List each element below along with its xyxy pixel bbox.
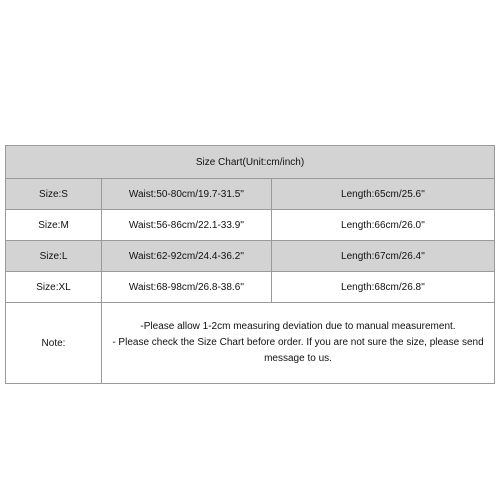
note-row	[6, 303, 495, 384]
waist-cell: Waist:50-80cm/19.7-31.5''	[102, 179, 272, 210]
length-cell: Length:68cm/26.8''	[272, 272, 495, 303]
table-row	[6, 272, 495, 303]
size-cell: Size:S	[6, 179, 102, 210]
note-text	[102, 303, 495, 384]
table-row	[6, 179, 495, 210]
note-line-check-chart: - Please check the Size Chart before order. If you are not sure the size, please send message to us.	[112, 337, 484, 364]
size-chart-title-row	[6, 146, 495, 179]
waist-cell: Waist:62-92cm/24.4-36.2''	[102, 241, 272, 272]
length-cell: Length:67cm/26.4''	[272, 241, 495, 272]
size-chart-title: Size Chart(Unit:cm/inch)	[6, 146, 495, 179]
size-cell: Size:XL	[6, 272, 102, 303]
waist-cell: Waist:68-98cm/26.8-38.6''	[102, 272, 272, 303]
length-cell: Length:65cm/25.6''	[272, 179, 495, 210]
note-line-deviation: -Please allow 1-2cm measuring deviation due to manual measurement.	[140, 321, 456, 332]
table-row	[6, 241, 495, 272]
note-label: Note:	[6, 303, 102, 384]
length-cell: Length:66cm/26.0''	[272, 210, 495, 241]
size-chart-table	[5, 145, 495, 384]
size-cell: Size:M	[6, 210, 102, 241]
table-row	[6, 210, 495, 241]
waist-cell: Waist:56-86cm/22.1-33.9''	[102, 210, 272, 241]
size-cell: Size:L	[6, 241, 102, 272]
